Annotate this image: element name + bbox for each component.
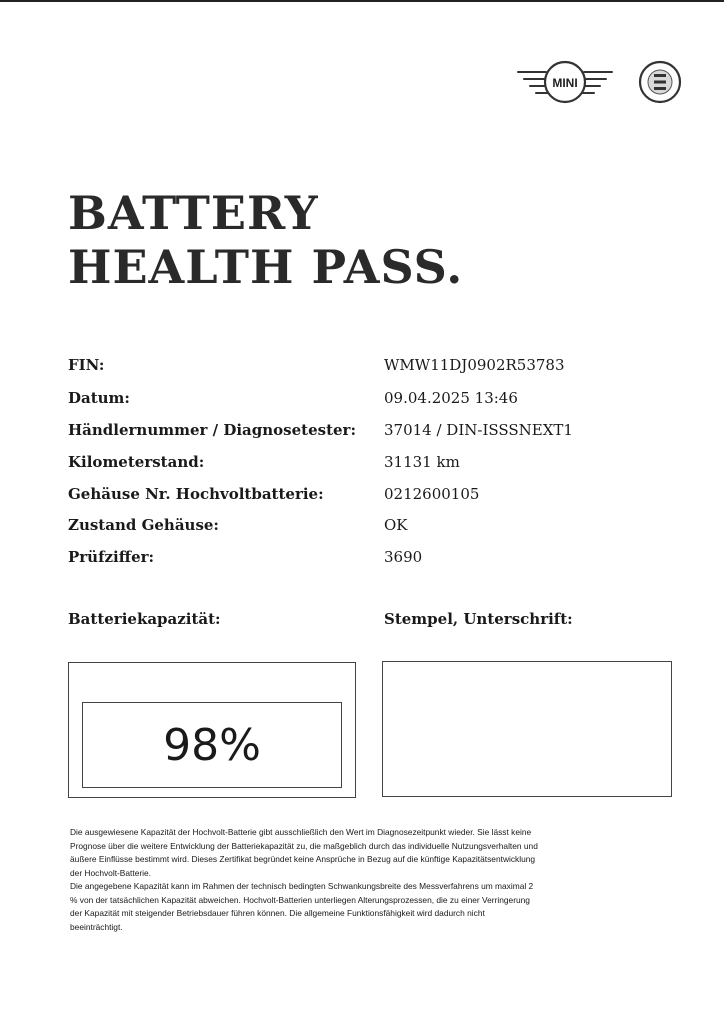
- kilometerstand-value: 31131 km: [384, 453, 460, 471]
- info-row-zustand: [68, 516, 668, 540]
- kilometerstand-label: Kilometerstand:: [68, 453, 205, 471]
- info-row-kilometerstand: [68, 453, 668, 477]
- fin-value: WMW11DJ0902R53783: [384, 356, 565, 374]
- title-line-2: HEALTH PASS.: [68, 240, 464, 294]
- zustand-value: OK: [384, 516, 408, 534]
- disclaimer-line: der Kapazität mit steigender Betriebsdauer führen können. Die allgemeine Funktionsfähigkeit wird dadurch nicht: [70, 908, 485, 918]
- haendlernummer-label: Händlernummer / Diagnosetester:: [68, 421, 356, 439]
- zustand-label: Zustand Gehäuse:: [68, 516, 219, 534]
- capacity-value: 98%: [163, 719, 261, 771]
- datum-value: 09.04.2025 13:46: [384, 389, 518, 407]
- stamp-signature-box: [382, 661, 672, 797]
- datum-label: Datum:: [68, 389, 130, 407]
- page-title: [68, 186, 463, 294]
- disclaimer-line: der Hochvolt-Batterie.: [70, 867, 151, 878]
- stamp-label: Stempel, Unterschrift:: [384, 610, 573, 628]
- info-row-pruefziffer: [68, 548, 668, 572]
- haendlernummer-value: 37014 / DIN-ISSSNEXT1: [384, 421, 573, 439]
- mini-logo-text: MINI: [552, 76, 578, 90]
- gehaeuse-nr-label: Gehäuse Nr. Hochvoltbatterie:: [68, 485, 324, 503]
- disclaimer: [70, 826, 680, 934]
- disclaimer-line: % von der tatsächlichen Kapazität abweichen. Hochvolt-Batterien unterliegen Alterungsprozessen, die zu einer Verringerung: [70, 894, 530, 905]
- mini-wings-logo-icon: [516, 60, 614, 104]
- info-row-datum: [68, 389, 668, 413]
- info-row-gehaeuse-nr: [68, 485, 668, 509]
- info-row-haendlernummer: [68, 421, 668, 445]
- pruefziffer-label: Prüfziffer:: [68, 548, 155, 566]
- title-line-1: BATTERY: [68, 186, 319, 240]
- gehaeuse-nr-value: 0212600105: [384, 485, 480, 503]
- disclaimer-line: beeinträchtigt.: [70, 921, 123, 932]
- capacity-label: Batteriekapazität:: [68, 610, 221, 628]
- capacity-value-box: [82, 702, 342, 788]
- fin-label: FIN:: [68, 356, 105, 374]
- mini-electric-icon: [638, 60, 682, 104]
- top-border: [0, 0, 724, 2]
- info-row-fin: [68, 356, 668, 380]
- pruefziffer-value: 3690: [384, 548, 423, 566]
- disclaimer-line: äußere Einflüsse bestimmt wird. Dieses Zertifikat begründet keine Ansprüche in Bezug auf die künftige Kapazitätsentwicklung: [70, 854, 536, 864]
- disclaimer-line: Die ausgewiesene Kapazität der Hochvolt-Batterie gibt ausschließlich den Wert im Diagnosezeitpunkt wieder. Sie lässt keine: [70, 827, 532, 837]
- disclaimer-line: Die angegebene Kapazität kann im Rahmen der technisch bedingten Schwankungsbreite des Messverfahrens um maximal 2: [70, 881, 534, 891]
- disclaimer-line: Prognose über die weitere Entwicklung der Batteriekapazität zu, die maßgeblich durch das individuelle Nutzungsverhalten und: [70, 840, 538, 851]
